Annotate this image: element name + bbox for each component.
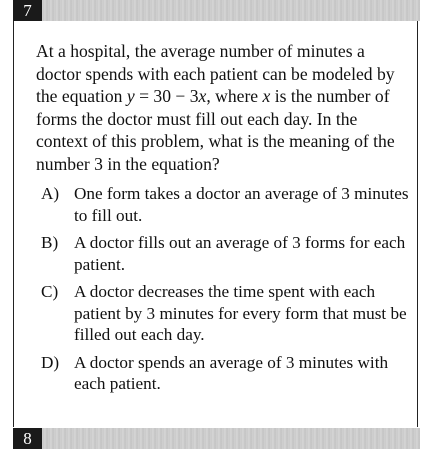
equation-y: y	[126, 86, 135, 106]
question-text-part2: , where	[206, 86, 263, 106]
choice-a-text: One form takes a doctor an average of 3 minutes to fill out.	[74, 184, 409, 225]
equation-middle: = 30 − 3	[134, 86, 199, 106]
choice-b-text: A doctor fills out an average of 3 forms for each patient.	[74, 233, 406, 274]
question-text-part1: At a hospital, the average number of minutes a doctor spends with each patient can be modeled by the equation	[36, 41, 395, 106]
choice-c[interactable]	[41, 281, 413, 346]
variable-x: x	[262, 86, 271, 106]
choice-a[interactable]	[41, 183, 413, 226]
choice-a-letter: A)	[41, 184, 60, 203]
question-text-part3: is the number of forms the doctor must fill out each day. In the context of this problem, what is the meaning of the number 3 in the equation?	[36, 86, 395, 174]
answer-choices	[41, 183, 413, 401]
equation-x: x	[198, 86, 207, 106]
choice-b-letter: B)	[41, 233, 59, 252]
choice-c-text: A doctor decreases the time spent with each patient by 3 minutes for every form that must be filled out each day.	[74, 282, 407, 344]
question-header-bar	[13, 0, 420, 21]
question-text	[36, 40, 408, 175]
choice-d[interactable]	[41, 352, 413, 395]
choice-b[interactable]	[41, 232, 413, 275]
choice-c-letter: C)	[41, 282, 59, 301]
choice-d-text: A doctor spends an average of 3 minutes with each patient.	[74, 352, 389, 393]
next-question-number: 8	[13, 428, 42, 449]
choice-d-letter: D)	[41, 352, 60, 372]
next-question-header-bar	[13, 428, 420, 449]
question-number: 7	[13, 0, 42, 21]
